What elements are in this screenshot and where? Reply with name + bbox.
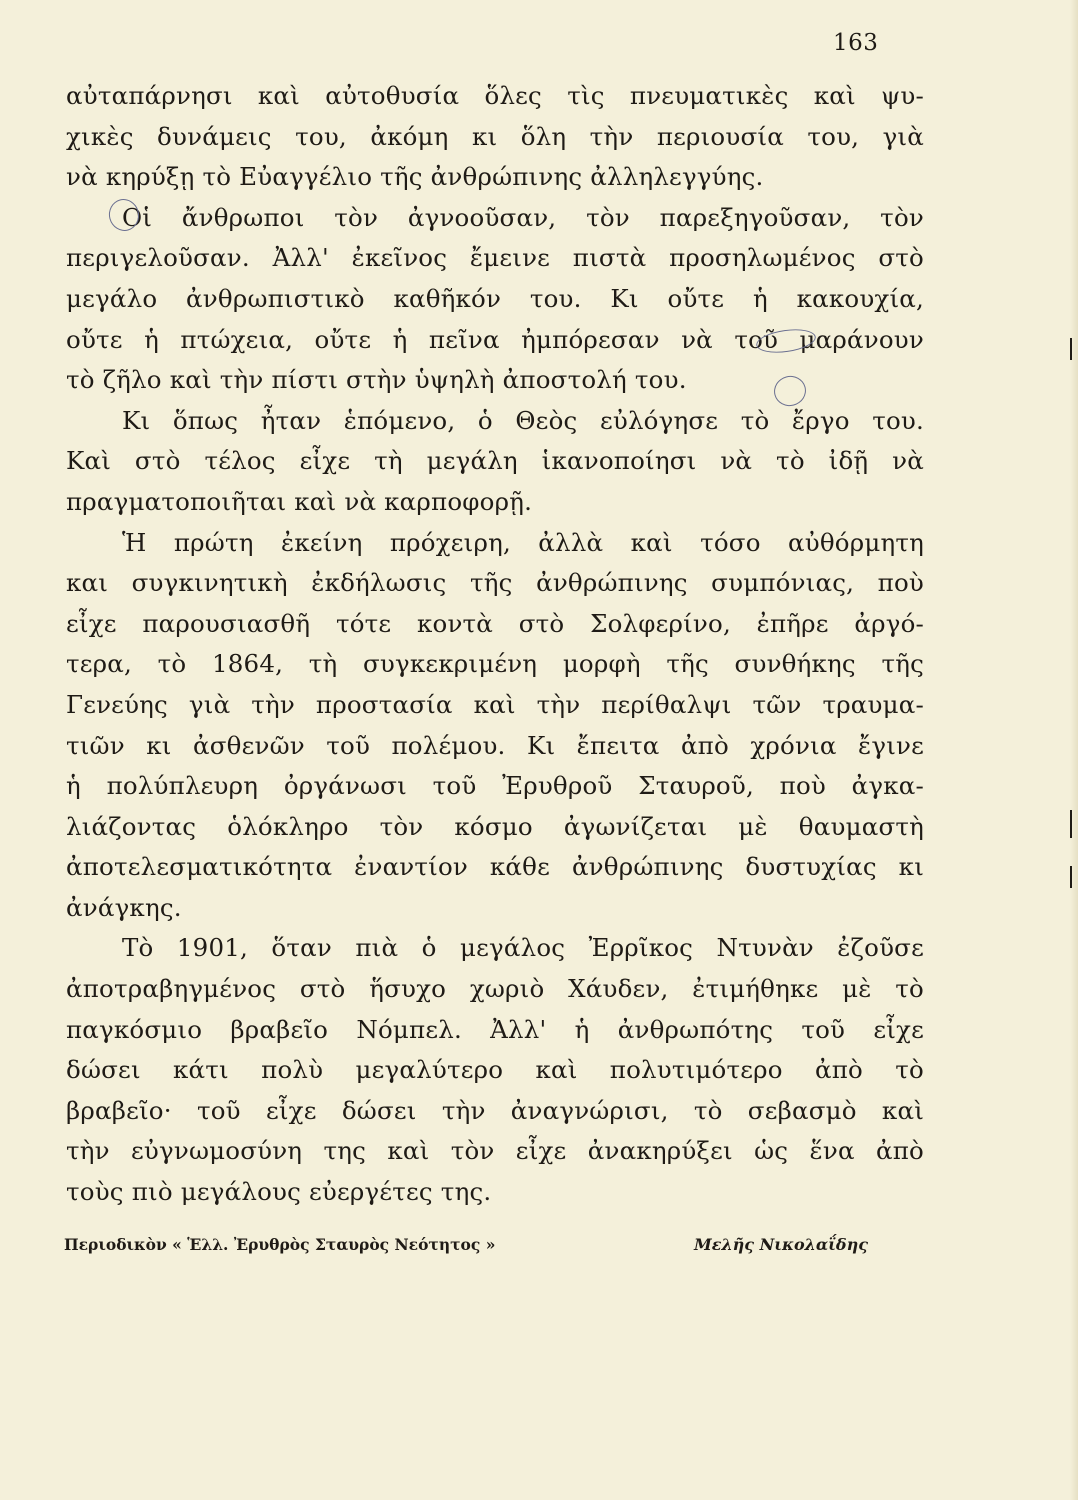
text-line: παγκόσμιο βραβεῖο Νόμπελ. Ἀλλ' ἡ ἀνθρωπότης τοῦ εἶχε	[66, 1014, 924, 1044]
text-line: ἀποτραβηγμένος στὸ ἥσυχο χωριὸ Χάυδεν, ἐτιμήθηκε μὲ τὸ	[66, 974, 924, 1004]
text-line: περιγελοῦσαν. Ἀλλ' ἐκεῖνος ἔμεινε πιστὰ προσηλωμένος στὸ	[66, 243, 924, 273]
text-line: λιάζοντας ὁλόκληρο τὸν κόσμο ἀγωνίζεται μὲ θαυμαστὴ	[66, 811, 924, 841]
page-edge-shadow	[1070, 0, 1078, 1500]
text-line: οὔτε ἡ πτώχεια, οὔτε ἡ πεῖνα ἠμπόρεσαν νὰ τοῦ μαράνουν	[66, 324, 924, 354]
text-line: τιῶν κι ἀσθενῶν τοῦ πολέμου. Κι ἔπειτα ἀπὸ χρόνια ἔγινε	[66, 730, 924, 760]
margin-tick-mark	[1070, 338, 1072, 360]
text-line: ἡ πολύπλευρη ὀργάνωσι τοῦ Ἐρυθροῦ Σταυροῦ, ποὺ ἀγκα-	[66, 771, 924, 801]
text-line: πραγματοποιῆται καὶ νὰ καρποφορῇ.	[66, 486, 533, 516]
body-text	[66, 76, 924, 1213]
text-line: Γενεύης γιὰ τὴν προστασία καὶ τὴν περίθαλψι τῶν τραυμα-	[66, 689, 924, 719]
text-line: τὴν εὐγνωμοσύνη της καὶ τὸν εἶχε ἀνακηρύξει ὡς ἕνα ἀπὸ	[66, 1136, 924, 1166]
text-line: δώσει κάτι πολὺ μεγαλύτερο καὶ πολυτιμότερο ἀπὸ τὸ	[66, 1055, 924, 1085]
text-line: χικὲς δυνάμεις του, ἀκόμη κι ὅλη τὴν περιουσία του, γιὰ	[66, 121, 924, 151]
text-line: εἶχε παρουσιασθῆ τότε κοντὰ στὸ Σολφερίνο, ἐπῆρε ἀργό-	[66, 608, 924, 638]
page-number: 163	[833, 30, 879, 56]
text-line: ἀποτελεσματικότητα ἐναντίον κάθε ἀνθρώπινης δυστυχίας κι	[66, 852, 924, 882]
paragraph-start-line: Τὸ 1901, ὅταν πιὰ ὁ μεγάλος Ἐρρῖκος Ντυνὰν ἐζοῦσε	[122, 933, 924, 963]
text-line: μεγάλο ἀνθρωπιστικὸ καθῆκόν του. Κι οὔτε ἡ κακουχία,	[66, 283, 924, 313]
text-line: νὰ κηρύξῃ τὸ Εὐαγγέλιο τῆς ἀνθρώπινης ἀλληλεγγύης.	[66, 162, 764, 192]
text-line: ἀνάγκης.	[66, 892, 182, 922]
text-line: τοὺς πιὸ μεγάλους εὐεργέτες της.	[66, 1177, 492, 1207]
margin-tick-mark	[1070, 810, 1072, 838]
text-line: και συγκινητικὴ ἐκδήλωσις τῆς ἀνθρώπινης συμπόνιας, ποὺ	[66, 568, 924, 598]
text-line: αὐταπάρνησι καὶ αὐτοθυσία ὅλες τὶς πνευματικὲς καὶ ψυ-	[66, 81, 924, 110]
text-line: Καὶ στὸ τέλος εἶχε τὴ μεγάλη ἱκανοποίησι νὰ τὸ ἰδῇ νὰ	[66, 446, 924, 476]
text-line: τερα, τὸ 1864, τὴ συγκεκριμένη μορφὴ τῆς συνθήκης τῆς	[66, 649, 924, 679]
paragraph-start-line: Οἱ ἄνθρωποι τὸν ἀγνοοῦσαν, τὸν παρεξηγοῦσαν, τὸν	[122, 202, 924, 232]
citation-source: Περιοδικὸν « Ἑλλ. Ἐρυθρὸς Σταυρὸς Νεότητος »	[64, 1235, 496, 1254]
citation-author: Μελῆς Νικολαΐδης	[694, 1235, 868, 1254]
text-line: βραβεῖο· τοῦ εἶχε δώσει τὴν ἀναγνώρισι, τὸ σεβασμὸ καὶ	[66, 1095, 924, 1125]
margin-tick-mark	[1070, 866, 1072, 888]
paragraph-start-line: Ἡ πρώτη ἐκείνη πρόχειρη, ἀλλὰ καὶ τόσο αὐθόρμητη	[122, 527, 924, 557]
text-line: τὸ ζῆλο καὶ τὴν πίστι στὴν ὑψηλὴ ἀποστολή του.	[66, 365, 687, 395]
paragraph-start-line: Κι ὅπως ἦταν ἑπόμενο, ὁ Θεὸς εὐλόγησε τὸ ἔργο του.	[122, 405, 924, 435]
